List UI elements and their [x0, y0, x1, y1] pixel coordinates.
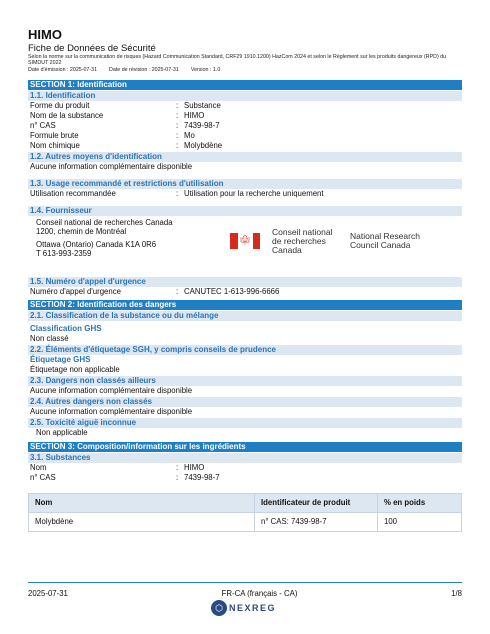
document-meta [28, 67, 462, 74]
not-applicable-text: Non applicable [36, 427, 88, 437]
section-1-header: SECTION 1: Identification [28, 80, 462, 90]
row-value: HIMO [184, 110, 205, 120]
substance-row [28, 473, 462, 483]
subsection-2-1: 2.1. Classification de la substance ou du mélange [28, 311, 462, 321]
identification-rows [28, 101, 462, 151]
supplier-name: Conseil national de recherches Canada [36, 217, 173, 227]
row-colon: : [176, 188, 179, 198]
substance-row [28, 463, 462, 473]
table-cell: Molybdène [29, 512, 255, 531]
no-info-text: Aucune information complémentaire disponible [30, 385, 193, 395]
column-header: Nom [29, 493, 255, 512]
subsection-2-2: 2.2. Éléments d'étiquetage SGH, y compris conseils de prudence [28, 345, 462, 355]
id-row [28, 121, 462, 131]
supplier-address [28, 216, 226, 259]
supplier-block [28, 216, 462, 276]
subsection-2-4: 2.4. Autres dangers non classés [28, 397, 462, 407]
row-value: 7439-98-7 [184, 472, 220, 482]
document-subtitle: Fiche de Données de Sécurité [28, 43, 156, 54]
subsection-3-1: 3.1. Substances [28, 453, 462, 463]
id-row [28, 131, 462, 141]
ghs-classification-heading: Classification GHS [30, 323, 102, 333]
table-row [29, 512, 462, 531]
row-value: Substance [184, 100, 221, 110]
row-value: CANUTEC 1-613-996-6666 [184, 286, 280, 296]
row-colon: : [176, 110, 179, 120]
use-row [28, 189, 462, 199]
page-footer [28, 582, 462, 598]
row-value: Utilisation pour la recherche uniquement [184, 188, 324, 198]
row-colon: : [176, 286, 179, 296]
row-colon: : [176, 100, 179, 110]
row-colon: : [176, 120, 179, 130]
id-row [28, 111, 462, 121]
row-value: 7439-98-7 [184, 120, 220, 130]
section-2-header: SECTION 2: Identification des dangers [28, 300, 462, 310]
row-key: Formule brute [30, 130, 79, 140]
ghs-classification-value: Non classé [30, 333, 69, 343]
table-header-row [29, 493, 462, 512]
table-cell: 100 [378, 512, 462, 531]
id-row [28, 141, 462, 151]
row-key: n° CAS [30, 472, 56, 482]
nexreg-wordmark: NEXREG [229, 603, 277, 613]
regulation-note: Selon la norme sur la communication de risques (Hazard Communication Standard, CRF29 1910.1200) HazCom 2024 et selon le Règlement sur les produits dangereux (RPD) du SIMDUT 2022 [28, 54, 447, 67]
revision-date: Date de révision : 2025-07-31 [109, 66, 179, 73]
subsection-2-3: 2.3. Dangers non classés ailleurs [28, 376, 462, 386]
section-3-header: SECTION 3: Composition/information sur les ingrédients [28, 442, 462, 452]
supplier-city: Ottawa (Ontario) Canada K1A 0R6 [36, 239, 157, 249]
subsection-1-1: 1.1. Identification [28, 91, 462, 101]
ghs-label-heading: Étiquetage GHS [30, 354, 91, 364]
row-colon: : [176, 462, 179, 472]
subsection-1-3: 1.3. Usage recommandé et restrictions d'utilisation [28, 179, 462, 189]
issue-date: Date d'émission : 2025-07-31 [28, 66, 98, 73]
logo-english-name: National Research Council Canada [350, 231, 420, 251]
supplier-phone: T 613-993-2359 [36, 249, 92, 259]
no-info-text: Aucune information complémentaire disponible [30, 406, 193, 416]
sds-page [28, 28, 462, 532]
version: Version : 1.0 [190, 66, 221, 73]
subsection-2-5: 2.5. Toxicité aiguë inconnue [28, 418, 462, 428]
row-key: Nom chimique [30, 140, 80, 150]
row-value: Molybdène [184, 140, 223, 150]
row-value: Mo [184, 130, 195, 140]
row-colon: : [176, 472, 179, 482]
row-key: Nom de la substance [30, 110, 104, 120]
no-info-text: Aucune information complémentaire disponible [30, 161, 193, 171]
subsection-1-2: 1.2. Autres moyens d'identification [28, 152, 462, 162]
nexreg-logo [211, 600, 276, 616]
row-colon: : [176, 130, 179, 140]
column-header: Identificateur de produit [255, 493, 378, 512]
logo-french-name: Conseil national de recherches Canada [272, 226, 333, 255]
footer-language: FR-CA (français - CA) [221, 589, 298, 598]
product-title: HIMO [28, 27, 62, 42]
row-key: Forme du produit [30, 100, 90, 110]
row-key: n° CAS [30, 120, 56, 130]
composition-table [28, 493, 462, 532]
footer-date: 2025-07-31 [28, 589, 68, 598]
page-number: 1/8 [451, 589, 462, 598]
row-key: Numéro d'appel d'urgence [30, 286, 121, 296]
id-row [28, 101, 462, 111]
table-cell: n° CAS: 7439-98-7 [255, 512, 378, 531]
subsection-1-4: 1.4. Fournisseur [28, 206, 462, 216]
emergency-row [28, 287, 462, 297]
nexreg-hex-icon: ⬡ [211, 600, 227, 616]
row-colon: : [176, 140, 179, 150]
column-header: % en poids [378, 493, 462, 512]
subsection-1-5: 1.5. Numéro d'appel d'urgence [28, 277, 462, 287]
canada-flag-icon: 🍁︎ [230, 233, 260, 249]
row-key: Nom [30, 462, 47, 472]
row-value: HIMO [184, 462, 205, 472]
row-key: Utilisation recommandée [30, 188, 116, 198]
nrc-logo [230, 228, 428, 255]
ghs-label-value: Étiquetage non applicable [30, 364, 120, 374]
supplier-street: 1200, chemin de Montréal [36, 227, 127, 237]
